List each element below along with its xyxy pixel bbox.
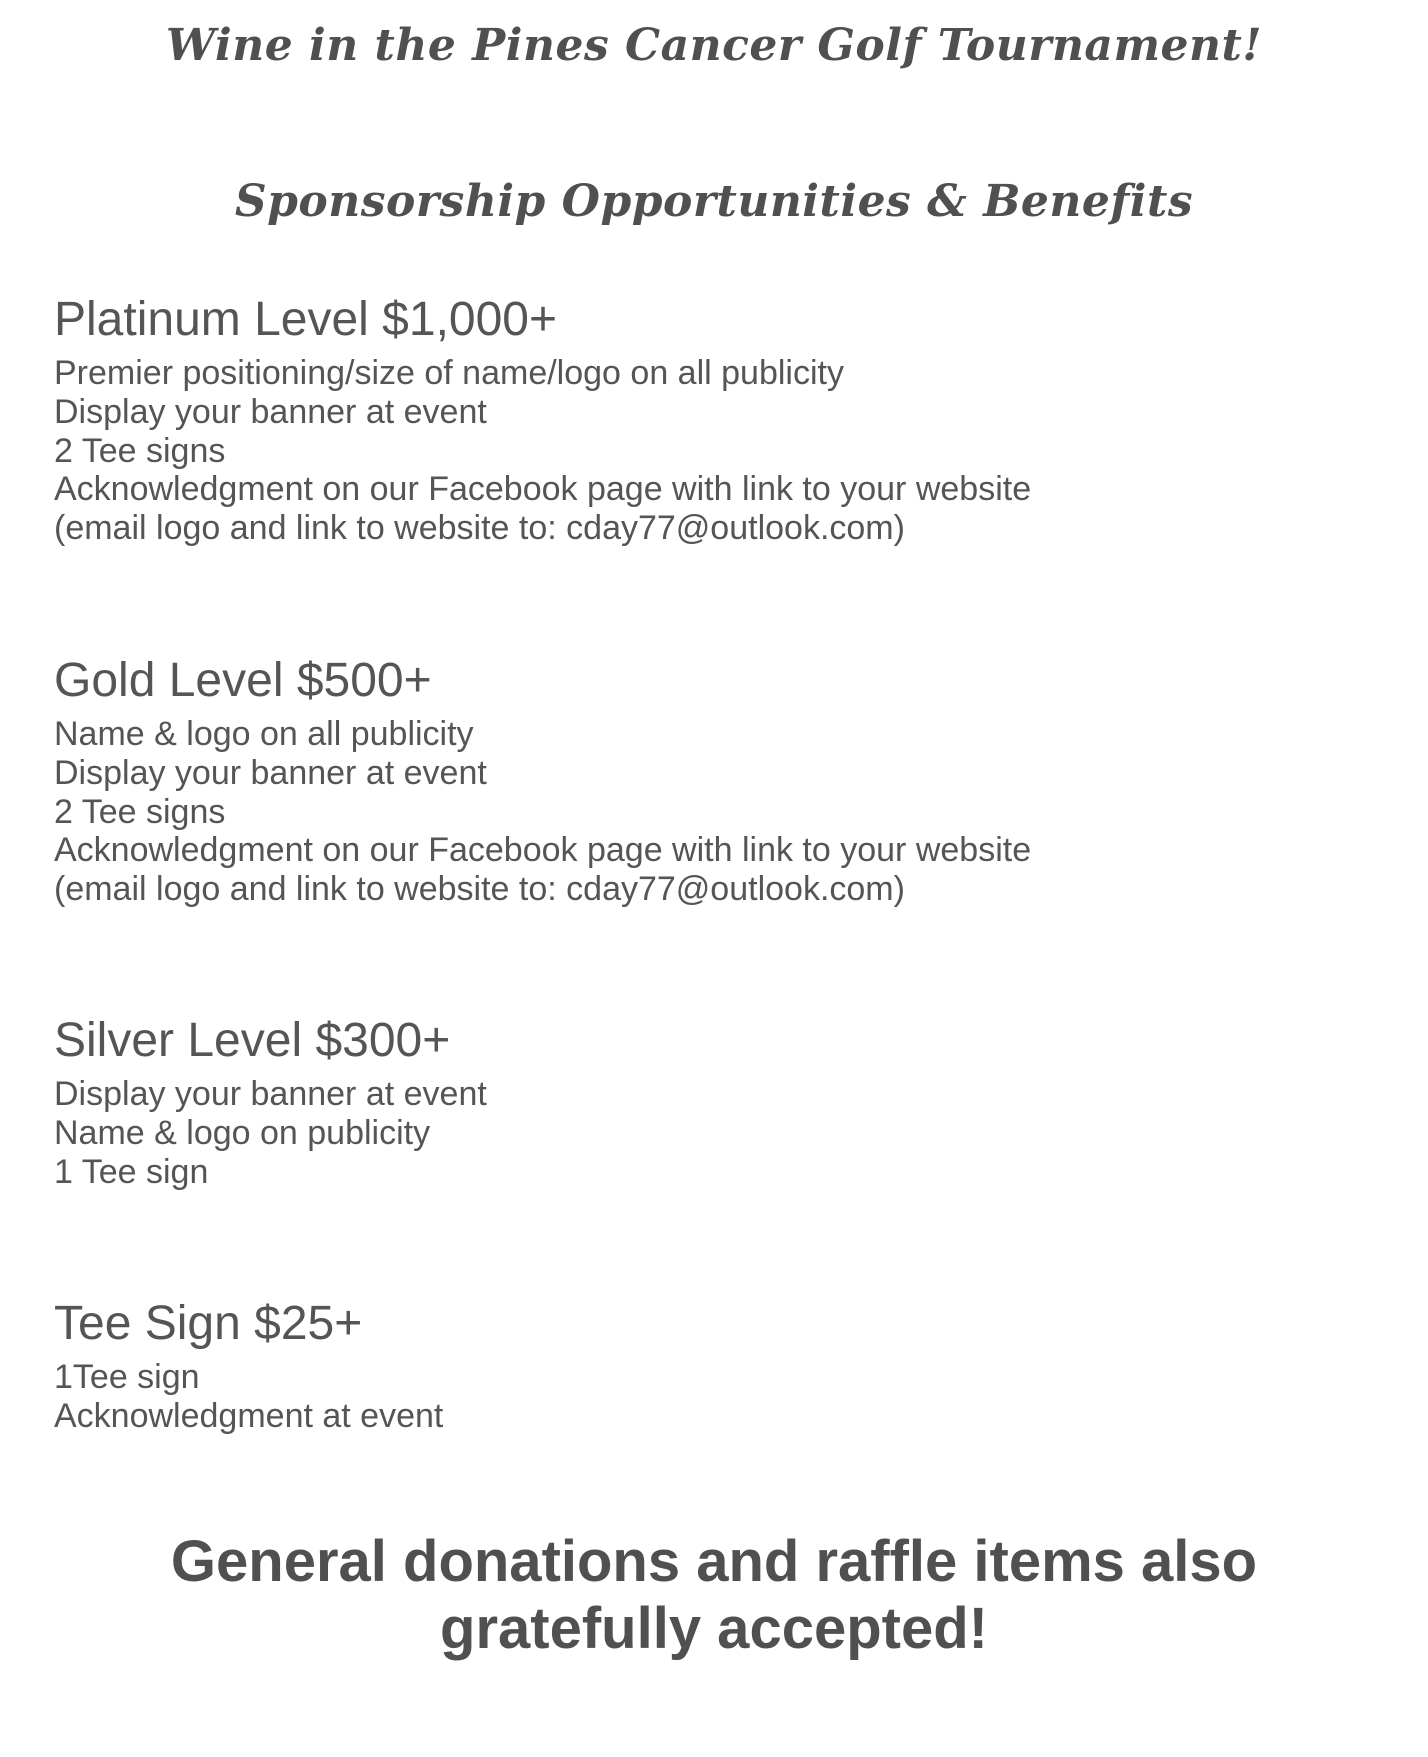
donations-note	[0, 1528, 1428, 1662]
benefit-list	[54, 354, 1354, 548]
level-title: Gold Level $500+	[54, 654, 432, 707]
benefit-item: (email logo and link to website to: cday77@outlook.com)	[54, 509, 905, 548]
benefit-item: Display your banner at event	[54, 1075, 487, 1113]
level-title: Silver Level $300+	[54, 1014, 451, 1067]
sponsorship-level-tee-sign	[54, 1296, 1354, 1436]
benefit-item: Acknowledgment on our Facebook page with link to your website	[54, 831, 1032, 870]
benefit-item: Display your banner at event	[54, 392, 487, 431]
benefit-item: 1Tee sign	[54, 1358, 200, 1396]
benefit-item: 2 Tee signs	[54, 792, 226, 831]
sponsorship-level-platinum	[54, 292, 1354, 548]
page-title: Wine in the Pines Cancer Golf Tournament!	[165, 20, 1263, 71]
donations-note-line: gratefully accepted!	[440, 1596, 988, 1661]
benefit-item: Name & logo on publicity	[54, 1113, 431, 1152]
level-title: Platinum Level $1,000+	[54, 293, 558, 346]
benefit-item: Name & logo on all publicity	[54, 715, 474, 753]
benefit-item: (email logo and link to website to: cday77@outlook.com)	[54, 870, 905, 909]
donations-note-line: General donations and raffle items also	[170, 1529, 1258, 1594]
benefit-list	[54, 1075, 1354, 1191]
benefit-item: Display your banner at event	[54, 753, 487, 792]
benefit-item: 2 Tee signs	[54, 431, 226, 470]
benefit-list	[54, 1358, 1354, 1436]
benefit-item: 1 Tee sign	[54, 1152, 209, 1191]
benefit-item: Acknowledgment at event	[54, 1396, 444, 1435]
sponsorship-level-gold	[54, 653, 1354, 909]
benefit-item: Acknowledgment on our Facebook page with link to your website	[54, 470, 1032, 509]
page-subtitle: Sponsorship Opportunities & Benefits	[234, 176, 1194, 227]
benefit-item: Premier positioning/size of name/logo on all publicity	[54, 354, 844, 392]
benefit-list	[54, 715, 1354, 909]
sponsorship-level-silver	[54, 1013, 1354, 1191]
level-title: Tee Sign $25+	[54, 1297, 363, 1350]
